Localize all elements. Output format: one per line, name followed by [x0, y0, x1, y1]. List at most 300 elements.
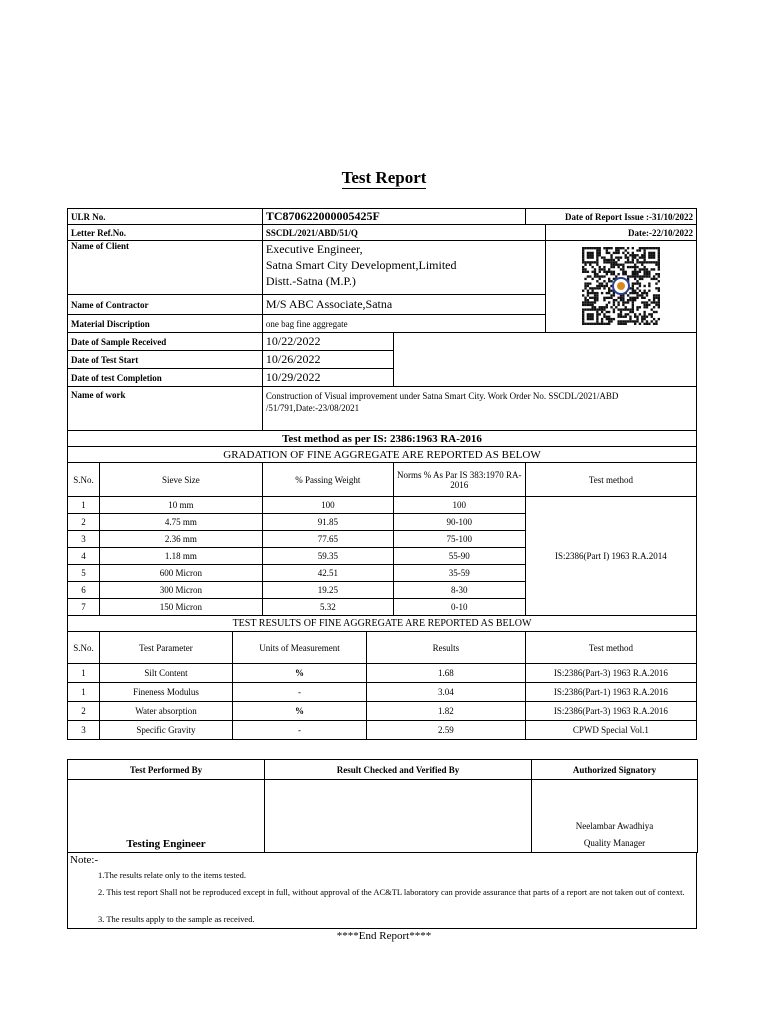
qr-module — [637, 261, 639, 263]
qr-module — [606, 291, 608, 293]
qr-module — [589, 303, 591, 305]
qr-module — [603, 268, 605, 270]
qr-module — [618, 308, 620, 310]
row-norms: 90-100 — [393, 514, 525, 531]
qr-module — [618, 251, 620, 253]
qr-module — [596, 251, 598, 253]
qr-module — [613, 310, 615, 312]
qr-module — [629, 320, 631, 322]
qr-module — [637, 265, 639, 267]
qr-module — [596, 308, 598, 310]
qr-module — [618, 258, 620, 260]
qr-module — [634, 256, 636, 258]
qr-module — [658, 268, 660, 270]
qr-module — [596, 258, 598, 260]
end-report: ****End Report**** — [336, 930, 432, 942]
row-result: 1.82 — [367, 702, 526, 721]
qr-module — [611, 289, 613, 291]
qr-module — [644, 296, 646, 298]
page-title: Test Report — [341, 168, 427, 187]
qr-module — [641, 256, 643, 258]
qr-module — [592, 287, 594, 289]
qr-module — [589, 275, 591, 277]
work-value: Construction of Visual improvement under Satna Smart City. Work Order No. SSCDL/2021/ABD /51/791,Date:-23/08/2021 — [262, 387, 696, 431]
qr-module — [596, 313, 598, 315]
qr-module — [606, 317, 608, 319]
qr-module — [658, 301, 660, 303]
qr-module — [608, 317, 610, 319]
row-method: IS:2386(Part-1) 1963 R.A.2016 — [525, 683, 696, 702]
qr-module — [627, 251, 629, 253]
qr-module — [651, 301, 653, 303]
qr-module — [599, 308, 601, 310]
qr-module — [615, 299, 617, 301]
qr-module — [655, 263, 657, 265]
qr-module — [639, 294, 641, 296]
qr-module — [613, 270, 615, 272]
results-header-units: Units of Measurement — [232, 632, 366, 664]
qr-module — [653, 299, 655, 301]
qr-module — [592, 289, 594, 291]
qr-module — [622, 322, 624, 324]
qr-module — [596, 247, 598, 249]
qr-module — [637, 258, 639, 260]
qr-module — [627, 261, 629, 263]
qr-module — [601, 317, 603, 319]
qr-module — [618, 296, 620, 298]
qr-module — [632, 254, 634, 256]
qr-module — [637, 306, 639, 308]
qr-module — [592, 251, 594, 253]
qr-module — [648, 289, 650, 291]
row-units: - — [232, 683, 366, 702]
qr-module — [599, 284, 601, 286]
qr-module — [592, 313, 594, 315]
qr-module — [608, 261, 610, 263]
verifier-signature-space — [265, 780, 532, 853]
qr-module — [644, 275, 646, 277]
qr-module — [587, 275, 589, 277]
qr-module — [596, 254, 598, 256]
signatory-name: Neelambar Awadhiya — [575, 821, 654, 831]
qr-module — [601, 322, 603, 324]
qr-module — [648, 251, 650, 253]
test-start-value: 10/26/2022 — [262, 351, 393, 369]
qr-module — [639, 277, 641, 279]
qr-module — [589, 291, 591, 293]
qr-module — [622, 263, 624, 265]
qr-module — [606, 258, 608, 260]
qr-module — [585, 308, 587, 310]
qr-module — [599, 322, 601, 324]
qr-module — [641, 320, 643, 322]
qr-module — [615, 256, 617, 258]
qr-module — [594, 291, 596, 293]
qr-module — [637, 249, 639, 251]
qr-module — [632, 306, 634, 308]
qr-module — [601, 275, 603, 277]
qr-module — [627, 313, 629, 315]
qr-module — [587, 308, 589, 310]
qr-module — [629, 317, 631, 319]
qr-module — [639, 322, 641, 324]
qr-module — [599, 287, 601, 289]
qr-module — [587, 270, 589, 272]
qr-module — [587, 313, 589, 315]
qr-module — [603, 315, 605, 317]
table-row — [68, 497, 697, 514]
qr-module — [594, 268, 596, 270]
qr-module — [651, 308, 653, 310]
qr-module — [648, 284, 650, 286]
qr-module — [658, 306, 660, 308]
qr-module — [637, 287, 639, 289]
qr-module — [603, 247, 605, 249]
qr-module — [606, 249, 608, 251]
qr-module — [648, 275, 650, 277]
qr-module — [653, 306, 655, 308]
qr-module — [622, 270, 624, 272]
qr-module — [658, 249, 660, 251]
qr-module — [608, 268, 610, 270]
qr-module — [646, 315, 648, 317]
qr-module — [599, 254, 601, 256]
row-sno: 1 — [68, 664, 100, 683]
qr-module — [594, 296, 596, 298]
row-sieve: 1.18 mm — [99, 548, 262, 565]
qr-module — [596, 320, 598, 322]
qr-module — [608, 247, 610, 249]
qr-module — [655, 322, 657, 324]
qr-module — [599, 247, 601, 249]
row-sno: 4 — [68, 548, 100, 565]
qr-module — [592, 301, 594, 303]
qr-module — [594, 275, 596, 277]
qr-module — [639, 261, 641, 263]
row-norms: 55-90 — [393, 548, 525, 565]
qr-module — [644, 268, 646, 270]
qr-module — [587, 322, 589, 324]
qr-module — [606, 310, 608, 312]
qr-module — [611, 294, 613, 296]
qr-module — [655, 282, 657, 284]
qr-module — [637, 291, 639, 293]
qr-module — [620, 308, 622, 310]
qr-module — [629, 310, 631, 312]
qr-module — [601, 320, 603, 322]
qr-module — [622, 268, 624, 270]
qr-module — [606, 315, 608, 317]
qr-module — [632, 261, 634, 263]
qr-module — [587, 301, 589, 303]
qr-module — [641, 275, 643, 277]
row-norms: 8-30 — [393, 582, 525, 599]
qr-module — [585, 303, 587, 305]
row-sno: 7 — [68, 599, 100, 616]
qr-module — [611, 261, 613, 263]
qr-module — [627, 308, 629, 310]
gradation-method-value: IS:2386(Part I) 1963 R.A.2014 — [525, 497, 696, 616]
qr-module — [646, 261, 648, 263]
qr-module — [639, 289, 641, 291]
qr-module — [618, 273, 620, 275]
qr-module — [632, 310, 634, 312]
qr-module — [655, 310, 657, 312]
qr-module — [582, 265, 584, 267]
qr-module — [658, 275, 660, 277]
qr-module — [651, 254, 653, 256]
qr-module — [592, 322, 594, 324]
contractor-label: Name of Contractor — [68, 295, 263, 315]
qr-module — [646, 273, 648, 275]
qr-module — [634, 273, 636, 275]
qr-module — [589, 322, 591, 324]
qr-module — [582, 308, 584, 310]
qr-module — [611, 270, 613, 272]
qr-module — [596, 322, 598, 324]
qr-module — [592, 254, 594, 256]
qr-module — [603, 299, 605, 301]
qr-module — [629, 265, 631, 267]
qr-module — [582, 320, 584, 322]
ulr-label: ULR No. — [68, 209, 263, 225]
row-sieve: 600 Micron — [99, 565, 262, 582]
qr-module — [622, 301, 624, 303]
qr-module — [627, 265, 629, 267]
qr-module — [618, 256, 620, 258]
qr-module — [620, 268, 622, 270]
qr-module — [655, 301, 657, 303]
qr-module — [592, 296, 594, 298]
qr-module — [596, 273, 598, 275]
qr-module — [629, 261, 631, 263]
qr-module — [615, 263, 617, 265]
qr-module — [603, 306, 605, 308]
qr-module — [651, 247, 653, 249]
qr-module — [641, 301, 643, 303]
qr-module — [644, 291, 646, 293]
qr-module — [632, 258, 634, 260]
qr-module — [653, 256, 655, 258]
qr-module — [582, 301, 584, 303]
qr-module — [589, 282, 591, 284]
qr-module — [634, 315, 636, 317]
qr-module — [599, 270, 601, 272]
row-sno: 2 — [68, 702, 100, 721]
qr-module — [608, 270, 610, 272]
row-sno: 5 — [68, 565, 100, 582]
qr-module — [637, 317, 639, 319]
qr-module — [613, 265, 615, 267]
qr-module — [641, 254, 643, 256]
qr-module — [632, 287, 634, 289]
qr-module — [596, 287, 598, 289]
qr-module — [641, 294, 643, 296]
qr-module — [606, 273, 608, 275]
qr-module — [582, 247, 584, 249]
qr-module — [639, 249, 641, 251]
qr-module — [625, 261, 627, 263]
qr-module — [625, 256, 627, 258]
qr-module — [646, 247, 648, 249]
qr-module — [637, 320, 639, 322]
client-label: Name of Client — [68, 241, 263, 295]
gradation-title: GRADATION OF FINE AGGREGATE ARE REPORTED AS BELOW — [68, 447, 697, 463]
qr-module — [606, 251, 608, 253]
qr-module — [596, 310, 598, 312]
qr-module — [622, 273, 624, 275]
qr-module — [651, 268, 653, 270]
row-sieve: 4.75 mm — [99, 514, 262, 531]
qr-module — [587, 284, 589, 286]
qr-module — [641, 315, 643, 317]
qr-module — [592, 308, 594, 310]
qr-module — [644, 284, 646, 286]
row-units: % — [232, 664, 366, 683]
letter-ref-value: SSCDL/2021/ABD/51/Q — [262, 225, 546, 241]
qr-module — [592, 265, 594, 267]
qr-module — [620, 263, 622, 265]
qr-module — [653, 296, 655, 298]
row-param: Water absorption — [99, 702, 232, 721]
qr-module — [655, 296, 657, 298]
qr-module — [618, 322, 620, 324]
blank-cell — [393, 333, 696, 387]
sample-received-value: 10/22/2022 — [262, 333, 393, 351]
table-row — [68, 664, 697, 683]
qr-module — [644, 256, 646, 258]
signature-table — [67, 759, 698, 853]
row-norms: 75-100 — [393, 531, 525, 548]
qr-module — [644, 301, 646, 303]
qr-module — [587, 282, 589, 284]
qr-module — [622, 247, 624, 249]
qr-module — [658, 261, 660, 263]
qr-module — [582, 294, 584, 296]
qr-module — [582, 258, 584, 260]
results-header-param: Test Parameter — [99, 632, 232, 664]
qr-module — [627, 258, 629, 260]
qr-module — [587, 251, 589, 253]
qr-module — [601, 308, 603, 310]
qr-module — [648, 270, 650, 272]
qr-module — [606, 296, 608, 298]
notes-box — [67, 852, 697, 929]
qr-module — [622, 251, 624, 253]
qr-module — [632, 301, 634, 303]
qr-module — [653, 251, 655, 253]
signatory — [532, 780, 698, 853]
qr-module — [599, 277, 601, 279]
qr-module — [625, 270, 627, 272]
qr-module — [644, 258, 646, 260]
qr-module — [622, 265, 624, 267]
qr-module — [648, 273, 650, 275]
row-passing: 77.65 — [262, 531, 393, 548]
qr-module — [587, 289, 589, 291]
qr-module — [603, 287, 605, 289]
qr-module — [585, 322, 587, 324]
qr-module — [594, 270, 596, 272]
qr-module — [658, 296, 660, 298]
qr-module — [651, 315, 653, 317]
qr-module — [594, 306, 596, 308]
row-passing: 91.85 — [262, 514, 393, 531]
qr-module — [632, 265, 634, 267]
test-completion-value: 10/29/2022 — [262, 369, 393, 387]
qr-module — [655, 287, 657, 289]
qr-module — [582, 313, 584, 315]
row-method: CPWD Special Vol.1 — [525, 721, 696, 740]
test-method-title: Test method as per IS: 2386:1963 RA-2016 — [68, 431, 697, 447]
qr-module — [603, 261, 605, 263]
row-units: - — [232, 721, 366, 740]
qr-module — [594, 322, 596, 324]
test-report-table — [67, 208, 697, 740]
test-completion-label: Date of test Completion — [68, 369, 263, 387]
qr-module — [625, 322, 627, 324]
qr-module — [608, 296, 610, 298]
qr-module — [625, 273, 627, 275]
qr-module — [585, 247, 587, 249]
qr-module — [648, 261, 650, 263]
qr-module — [655, 320, 657, 322]
qr-module — [646, 322, 648, 324]
qr-module — [592, 256, 594, 258]
row-norms: 0-10 — [393, 599, 525, 616]
qr-module — [644, 249, 646, 251]
qr-module — [622, 299, 624, 301]
qr-module — [594, 299, 596, 301]
row-sno: 2 — [68, 514, 100, 531]
qr-module — [634, 289, 636, 291]
qr-module — [632, 247, 634, 249]
row-sieve: 150 Micron — [99, 599, 262, 616]
qr-module — [618, 249, 620, 251]
qr-module — [634, 320, 636, 322]
qr-module — [620, 310, 622, 312]
qr-module — [632, 282, 634, 284]
qr-module — [611, 263, 613, 265]
row-sieve: 300 Micron — [99, 582, 262, 599]
qr-module — [629, 291, 631, 293]
row-norms: 100 — [393, 497, 525, 514]
qr-module — [634, 299, 636, 301]
qr-code — [546, 241, 697, 333]
qr-module — [658, 247, 660, 249]
qr-module — [620, 320, 622, 322]
qr-module — [646, 294, 648, 296]
test-start-label: Date of Test Start — [68, 351, 263, 369]
qr-module — [648, 254, 650, 256]
qr-module — [603, 296, 605, 298]
qr-module — [632, 270, 634, 272]
qr-module — [653, 317, 655, 319]
qr-module — [658, 265, 660, 267]
qr-module — [655, 247, 657, 249]
qr-module — [634, 270, 636, 272]
row-result: 3.04 — [367, 683, 526, 702]
qr-module — [644, 306, 646, 308]
qr-module — [648, 313, 650, 315]
qr-module — [625, 306, 627, 308]
row-passing: 100 — [262, 497, 393, 514]
qr-module — [620, 299, 622, 301]
qr-module — [644, 317, 646, 319]
qr-module — [587, 299, 589, 301]
qr-module — [634, 322, 636, 324]
report-issue-date: Date of Report Issue :-31/10/2022 — [525, 209, 696, 225]
